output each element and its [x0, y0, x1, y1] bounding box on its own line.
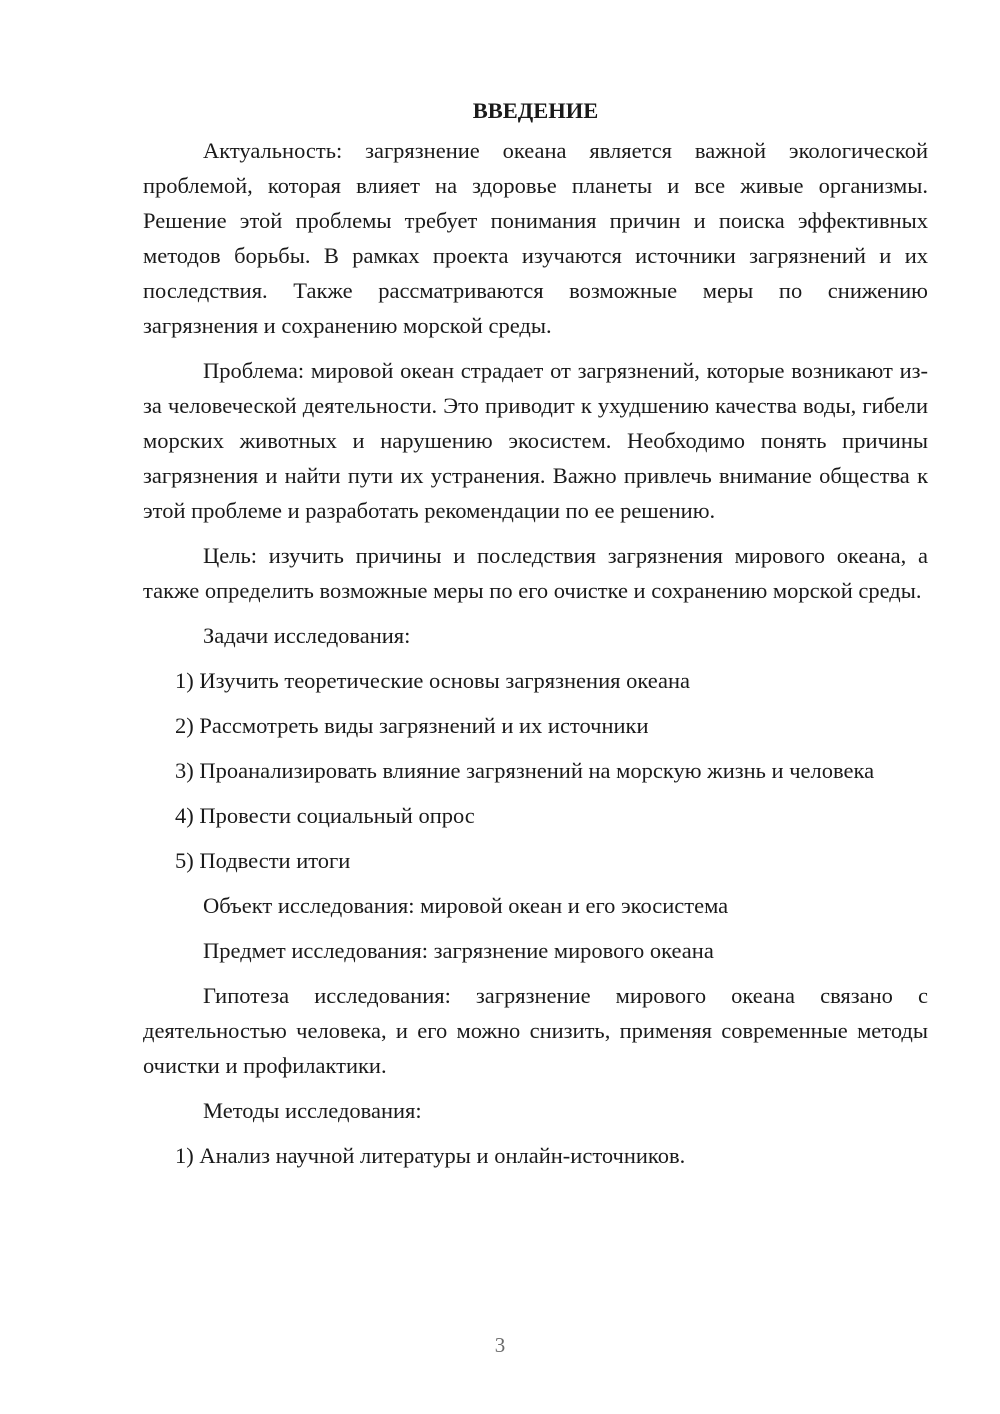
- page-number: 3: [494, 1333, 506, 1357]
- relevance-paragraph: Актуальность: загрязнение океана является важной экологической проблемой, которая влияет на здоровье планеты и все живые организмы. Решение этой проблемы требует понимания причин и поиска эффективных методов борьбы. В рамках проекта изучаются источники загрязнений и их последствия. Также рассматриваются возможные меры по снижению загрязнения и сохранению морской среды.: [143, 138, 928, 338]
- task-item-5: 5) Подвести итоги: [175, 848, 351, 873]
- task-item-4: 4) Провести социальный опрос: [175, 803, 475, 828]
- methods-heading: Методы исследования:: [203, 1098, 422, 1123]
- goal-paragraph: Цель: изучить причины и последствия загрязнения мирового океана, а также определить возможные меры по его очистке и сохранению морской среды.: [143, 543, 928, 603]
- method-item-1: 1) Анализ научной литературы и онлайн-источников.: [175, 1143, 686, 1168]
- task-item-2: 2) Рассмотреть виды загрязнений и их источники: [175, 713, 649, 738]
- hypothesis-paragraph: Гипотеза исследования: загрязнение мирового океана связано с деятельностью человека, и его можно снизить, применяя современные методы очистки и профилактики.: [143, 983, 928, 1078]
- task-item-3: 3) Проанализировать влияние загрязнений на морскую жизнь и человека: [175, 758, 875, 783]
- page-content: [143, 93, 928, 1173]
- tasks-heading: Задачи исследования:: [203, 623, 411, 648]
- task-item-1: 1) Изучить теоретические основы загрязнения океана: [175, 668, 690, 693]
- section-title: ВВЕДЕНИЕ: [472, 98, 599, 123]
- research-object: Объект исследования: мировой океан и его экосистема: [203, 893, 729, 918]
- problem-paragraph: Проблема: мировой океан страдает от загрязнений, которые возникают из-за человеческой деятельности. Это приводит к ухудшению качества воды, гибели морских животных и нарушению экосистем. Необходимо понять причины загрязнения и найти пути их устранения. Важно привлечь внимание общества к этой проблеме и разработать рекомендации по ее решению.: [143, 358, 928, 523]
- research-subject: Предмет исследования: загрязнение мирового океана: [203, 938, 714, 963]
